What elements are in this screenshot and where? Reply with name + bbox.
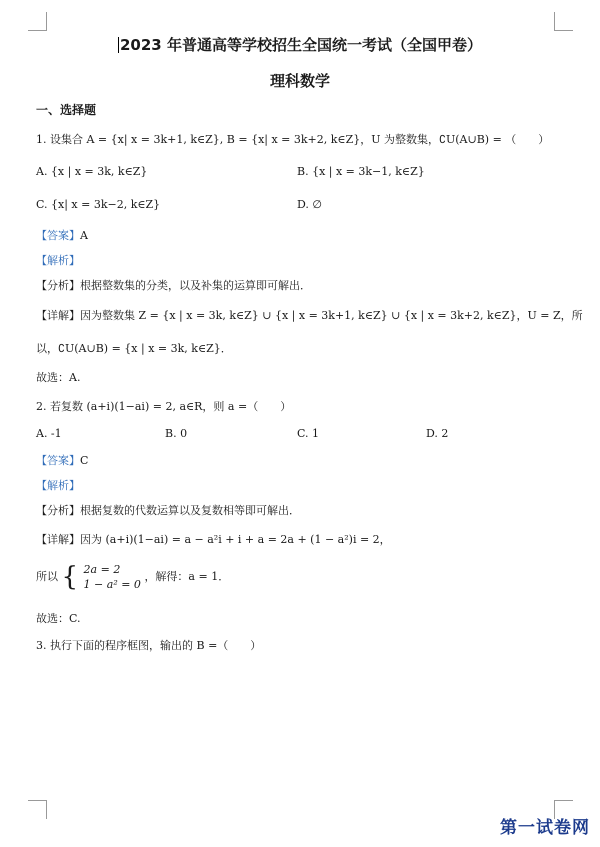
answer-value: A: [80, 229, 88, 242]
crop-mark-top-right: [554, 12, 573, 31]
q2-conclusion: 故选：C.: [36, 612, 81, 625]
q1-analysis: 【分析】根据整数集的分类，以及补集的运算即可解出．: [36, 279, 311, 292]
answer-tag: 【答案】: [36, 229, 80, 242]
equation-line-2: 1 − a² = 0: [83, 578, 141, 591]
q2-option-d: D. 2: [426, 427, 449, 440]
equation-line-1: 2a = 2: [83, 563, 121, 576]
q2-analysis-tag: 【解析】: [36, 479, 80, 492]
q2-detail-line-1: 【详解】因为 (a+i)(1−ai) = a − a²i + i + a = 2a + (1 − a²)i = 2，: [36, 533, 391, 546]
detail-prefix: 所以: [36, 570, 58, 583]
q2-stem: 2. 若复数 (a+i)(1−ai) = 2, a∈R，则 a =（ ）: [36, 400, 292, 413]
q1-detail-line-1: 【详解】因为整数集 Z = {x | x = 3k, k∈Z} ∪ {x | x = 3k+1, k∈Z} ∪ {x | x = 3k+2, k∈Z}，U = Z，所: [36, 309, 583, 322]
q1-option-a: A. {x | x = 3k, k∈Z}: [36, 165, 148, 178]
section-heading: 一、选择题: [36, 103, 97, 117]
q2-detail-line-2: [36, 562, 229, 592]
answer-tag: 【答案】: [36, 454, 80, 467]
crop-mark-bottom-left: [28, 800, 47, 819]
q2-option-c: C. 1: [297, 427, 320, 440]
left-brace-icon: {: [61, 562, 79, 592]
q1-option-b: B. {x | x = 3k−1, k∈Z}: [297, 165, 425, 178]
watermark-logo: 第一试卷网: [500, 818, 590, 838]
document-title-text: 2023 年普通高等学校招生全国统一考试（全国甲卷）: [120, 36, 482, 54]
equation-system: [84, 562, 141, 592]
q2-option-b: B. 0: [165, 427, 188, 440]
document-title[interactable]: [0, 34, 600, 55]
detail-suffix: ，解得：a = 1．: [144, 570, 230, 583]
q1-option-d: D. ∅: [297, 198, 323, 211]
q3-stem: 3. 执行下面的程序框图，输出的 B =（ ）: [36, 639, 262, 652]
q1-answer: [36, 227, 88, 243]
q2-analysis: 【分析】根据复数的代数运算以及复数相等即可解出．: [36, 504, 300, 517]
crop-mark-top-left: [28, 12, 47, 31]
q2-answer: [36, 452, 88, 468]
document-subtitle: 理科数学: [269, 72, 330, 90]
q2-option-a: A. -1: [36, 427, 62, 440]
q1-detail-line-2: 以，∁U(A∪B) = {x | x = 3k, k∈Z}．: [36, 342, 232, 355]
q1-conclusion: 故选：A.: [36, 371, 81, 384]
q1-stem: 1. 设集合 A = {x| x = 3k+1, k∈Z}, B = {x| x = 3k+2, k∈Z}，U 为整数集，∁U(A∪B) = （ ）: [36, 133, 550, 146]
text-cursor: [118, 37, 119, 53]
q1-option-c: C. {x| x = 3k−2, k∈Z}: [36, 198, 161, 211]
answer-value: C: [80, 454, 89, 467]
q1-analysis-tag: 【解析】: [36, 254, 80, 267]
